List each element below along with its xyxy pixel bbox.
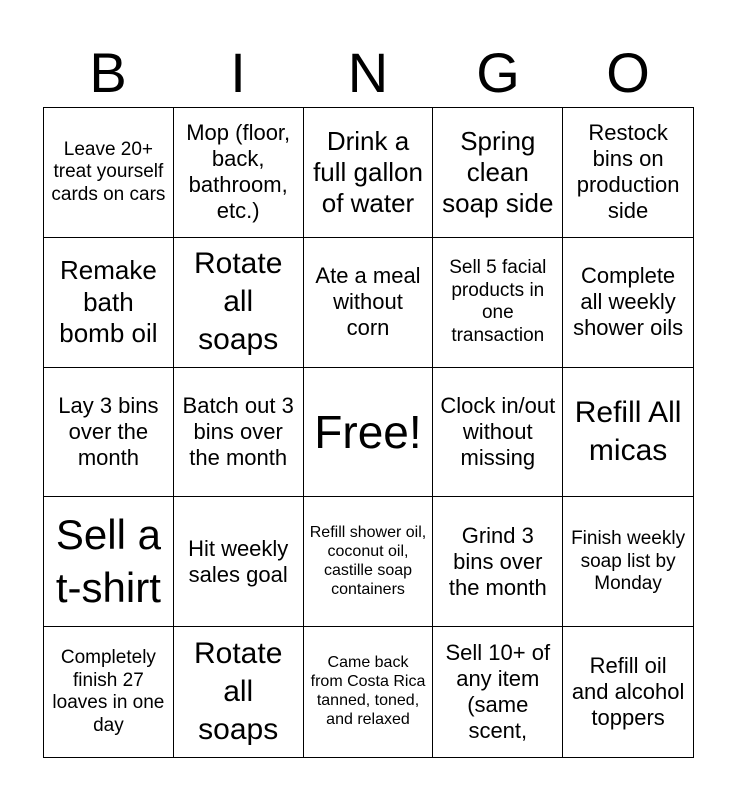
bingo-cell[interactable]: Clock in/out without missing	[433, 368, 563, 498]
header-letter-n: N	[347, 41, 389, 104]
bingo-cell[interactable]: Remake bath bomb oil	[44, 238, 174, 368]
bingo-cell[interactable]: Sell a t-shirt	[44, 497, 174, 627]
bingo-cell[interactable]: Mop (floor, back, bathroom, etc.)	[174, 108, 304, 238]
bingo-cell[interactable]: Hit weekly sales goal	[174, 497, 304, 627]
header-letter-i: I	[230, 41, 246, 104]
bingo-cell[interactable]: Rotate all soaps	[174, 627, 304, 757]
bingo-cell[interactable]: Drink a full gallon of water	[304, 108, 434, 238]
bingo-cell[interactable]: Refill All micas	[563, 368, 693, 498]
header-letter-b: B	[89, 41, 127, 104]
bingo-header	[43, 40, 693, 106]
bingo-board	[43, 107, 694, 758]
bingo-cell[interactable]: Rotate all soaps	[174, 238, 304, 368]
bingo-cell[interactable]: Leave 20+ treat yourself cards on cars	[44, 108, 174, 238]
bingo-cell[interactable]: Restock bins on production side	[563, 108, 693, 238]
bingo-cell[interactable]: Lay 3 bins over the month	[44, 368, 174, 498]
bingo-cell[interactable]: Complete all weekly shower oils	[563, 238, 693, 368]
header-letter-o: O	[606, 41, 650, 104]
free-space[interactable]: Free!	[304, 368, 434, 498]
bingo-cell[interactable]: Batch out 3 bins over the month	[174, 368, 304, 498]
bingo-cell[interactable]: Completely finish 27 loaves in one day	[44, 627, 174, 757]
bingo-cell[interactable]: Sell 10+ of any item (same scent,	[433, 627, 563, 757]
bingo-cell[interactable]: Came back from Costa Rica tanned, toned, and relaxed	[304, 627, 434, 757]
bingo-cell[interactable]: Sell 5 facial products in one transaction	[433, 238, 563, 368]
bingo-cell[interactable]: Finish weekly soap list by Monday	[563, 497, 693, 627]
bingo-cell[interactable]: Refill oil and alcohol toppers	[571, 653, 685, 731]
bingo-cell[interactable]: Spring clean soap side	[433, 108, 563, 238]
bingo-cell[interactable]: Refill shower oil, coconut oil, castille soap containers	[304, 497, 434, 627]
bingo-cell[interactable]: Grind 3 bins over the month	[433, 497, 563, 627]
bingo-cell[interactable]: Ate a meal without corn	[304, 238, 434, 368]
header-letter-g: G	[476, 41, 520, 104]
